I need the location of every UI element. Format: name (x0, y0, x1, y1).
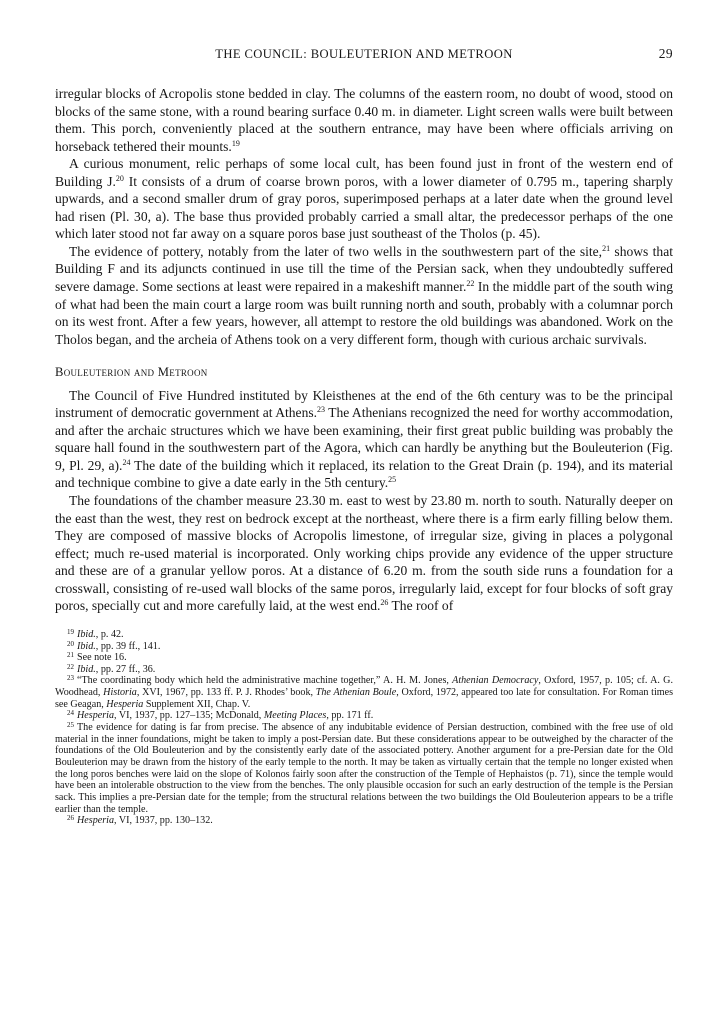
paragraph: The Council of Five Hundred instituted by Kleisthenes at the end of the 6th century was to be the principal instrument of democratic government at Athens.$^{23}$ The Athenians recognized the need for worthy accommodation, and after the archaic structures which we have been examining, their first great public building was probably the square hall found in the southwestern part of the Agora, which can hardly be anything but the Bouleuterion (Fig. 9, Pl. 29, a).$^{24}$ The date of the building which it replaced, its relation to the Great Drain (p. 194), and its material and technique combine to give a date early in the 5th century.$^{25}$ (55, 387, 673, 491)
document-page (55, 44, 673, 827)
footnote-ref[interactable]: 24 (122, 457, 131, 467)
paragraph: The foundations of the chamber measure 23.30 m. east to west by 23.80 m. north to south. Naturally deeper on the east than the west, they rest on bedrock except at the northeast, where there is a firm early filling below them. They are composed of massive blocks of Acropolis limestone, of irregular size, giving in places a polygonal effect; much re-used material is incorporated. Only working chips provide any evidence of the upper structure and these are of a granular yellow poros. At a distance of 6.20 m. from the south side runs a foundation for a crosswall, consisting of re-used wall blocks of the same poros, irregularly laid, except for four blocks of soft gray poros, specially cut and more carefully laid, at the west end.$^{26}$ The roof of (55, 493, 673, 614)
section-heading: Bouleuterion and Metroon (55, 365, 208, 380)
body-text (55, 85, 673, 615)
footnote: $^{22}$ Ibid., pp. 27 ff., 36. (67, 662, 156, 675)
footnote: $^{20}$ Ibid., pp. 39 ff., 141. (67, 639, 161, 652)
footnote-ref[interactable]: 21 (602, 243, 611, 253)
footnote: $^{24}$ Hesperia, VI, 1937, pp. 127–135; McDonald, Meeting Places, pp. 171 ff. (67, 709, 374, 722)
footnote-ref[interactable]: 19 (231, 138, 240, 148)
footnote-ref[interactable]: 22 (466, 279, 475, 289)
footnote: $^{21}$ See note 16. (67, 651, 127, 664)
footnote-ref[interactable]: 20 (115, 173, 124, 183)
running-header (55, 44, 673, 66)
footnotes (55, 629, 673, 827)
running-title: THE COUNCIL: BOULEUTERION AND METROON (215, 47, 513, 61)
footnote: $^{25}$ The evidence for dating is far from precise. The absence of any indubitable evidence of Persian destruction, combined with the free use of old material in the inner foundations, might be taken to imply a post-Persian date. But these considerations appear to be outweighed by the character of the foundations of the Old Bouleuterion and by the consistently early date of the associated pottery. Another argument for a pre-Persian date for the Old Bouleuterion may be drawn from the history of the early temple to the north. It may be taken as virtually certain that the temple no longer existed when the long poros benches were laid on the slope of Kolonos fairly soon after the construction of the Temple of Hephaistos (p. 71), since the temple would have been an intolerable obstruction to the view from the benches. The only plausible occasion for such an early destruction of the temple is the Persian sack. This implies a pre-Persian date for the temple; from the structural relations between the two buildings the Old Bouleuterion appears to be a trifle earlier than the temple. (55, 721, 673, 815)
paragraph: The evidence of pottery, notably from the later of two wells in the southwestern part of the site,$^{21}$ shows that Building F and its adjuncts continued in use till the time of the Persian sack, when they undoubtedly suffered severe damage. Some sections at least were repaired in a makeshift manner.$^{22}$ In the middle part of the south wing of what had been the main court a large room was built running north and south, probably with a columnar porch on its west front. After a few years, however, all attempt to restore the old buildings was abandoned. Work on the Tholos began, and the archeia of Athens took on a very different form, though with curious archaic survivals. (55, 243, 673, 347)
paragraph: irregular blocks of Acropolis stone bedded in clay. The columns of the eastern room, no doubt of wood, stood on blocks of the same stone, with a round bearing surface 0.40 m. in diameter. Light screen walls were built between them. This porch, conveniently placed at the southern entrance, may have been where officials arriving on horseback tethered their mounts.$^{19}$ (55, 86, 673, 154)
footnote-ref[interactable]: 26 (380, 598, 389, 608)
footnote-ref[interactable]: 25 (388, 475, 397, 485)
page-number: 29 (658, 46, 673, 61)
paragraph: A curious monument, relic perhaps of some local cult, has been found just in front of the western end of Building J.$^{20}$ It consists of a drum of coarse brown poros, with a lower diameter of 0.795 m., tapering sharply upwards, and a second smaller drum of gray poros, superimposed perhaps at a later date when the ground level had risen (Pl. 30, a). The base thus provided probably carried a small altar, the predecessor perhaps of the one which later stood not far away on a square poros base just southeast of the Tholos (p. 45). (55, 156, 674, 242)
footnote: $^{26}$ Hesperia, VI, 1937, pp. 130–132. (67, 814, 213, 827)
footnote: $^{19}$ Ibid., p. 42. (67, 627, 124, 640)
footnote: $^{23}$ “The coordinating body which held the administrative machine together,” A. H. M. Jones, Athenian Democracy, Oxford, 1957, p. 105; cf. A. G. Woodhead, Historia, XVI, 1967, pp. 133 ff. P. J. Rhodes’ book, The Athenian Boule, Oxford, 1972, appeared too late for consultation. For Roman times see Geagan, Hesperia Supplement XII, Chap. V. (55, 674, 674, 710)
footnote-ref[interactable]: 23 (317, 405, 326, 415)
